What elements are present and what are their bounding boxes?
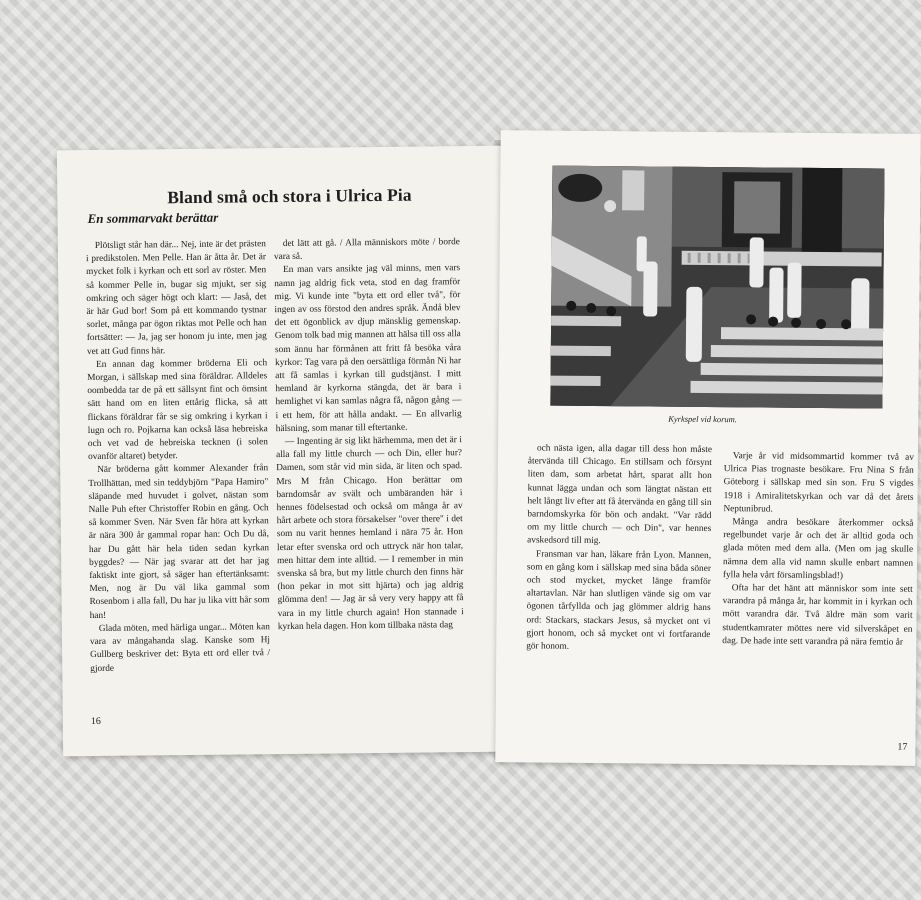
paragraph: En annan dag kommer bröderna Eli och Morgan, i sällskap med sina föräldrar. Alldeles oombedda tar de på ett sällsynt fint och ömsint sätt hand om en liten ettårig flicka, så att flickans föräldrar får se sig omkring i kyrkan i lugn och ro. Pojkarna kan också läsa hebreiska och vet vad de hebreiska tecknen (i solen ovanför altaret) betyder. bbox=[87, 358, 268, 463]
right-page bbox=[495, 130, 920, 766]
left-page bbox=[57, 146, 511, 757]
church-interior-illustration bbox=[550, 166, 884, 409]
right-page-column-2 bbox=[722, 450, 914, 712]
paragraph: Glada möten, med härliga ungar... Möten kan vara av mångahanda slag. Kanske som Hj Gullberg beskriver det: Byta ett ord eller två / gjorde bbox=[89, 622, 271, 674]
page-number: 16 bbox=[90, 715, 101, 728]
paragraph: Många andra besökare återkommer också regelbundet varje år och det är alltid goda och glada möten med dem alla. (Men om jag skulle nämna dem alla vid namn skulle enbart namnen fylla hela vårt församlingsblad!) bbox=[722, 517, 914, 582]
left-page-column-1 bbox=[86, 238, 271, 708]
right-page-column-1 bbox=[526, 442, 712, 712]
paragraph: Varje år vid midsommartid kommer två av Ulrica Pias trognaste besökare. Fru Nina S från Göteborg i sällskap med sin son. Fru S vigdes 1918 i Amiralitetskyrkan och var då det årets Neptunibrud. bbox=[723, 451, 914, 515]
paragraph: När bröderna gått kommer Alexander från Trollhättan, med sin teddybjörn "Papa Hamiro" släpande med huvudet i golvet, nästan som Nalle Puh efter Christoffer Robin en gång. Och så kommer Sven. När Sven får höra att kyrkan är nära 300 år gammal ropar han: Och Du då, har Du gått här hela tiden sedan kyrkan byggdes? — När jag svarar att det har jag faktiskt inte gjort, så säger han eftertänksamt: Men, nog är Du väl lika gammal som Rosenbom i alla fall, Du har ju lika vitt hår som han! bbox=[88, 463, 270, 621]
article-title: Bland små och stora i Ulrica Pia bbox=[167, 184, 412, 208]
church-interior-photo bbox=[550, 166, 884, 409]
paragraph: Fransman var han, läkare från Lyon. Mannen, som en gång kom i sällskap med sina båda söner och stod mycket, mycket länge framför altartavlan. När han slutligen vände sig om var ögonen tårfyllda och jag glömmer aldrig hans ord: Stackars, stackars Jesus, så mycket ont vi gjort honom, och så mycket ont vi fortfarande gör honom. bbox=[526, 549, 712, 652]
paragraph: Ofta har det hänt att människor som inte sett varandra på många år, har kommit in i kyrkan och mött varandra där. Två äldre män som varit studentkamrater möttes nere vid silverskåpet en dag. De hade inte sett varandra på nära femtio år bbox=[722, 583, 913, 648]
paragraph: det lätt att gå. / Alla människors möte / borde vara så. bbox=[273, 237, 460, 263]
article-subtitle: En sommarvakt berättar bbox=[87, 209, 219, 227]
paragraph: och nästa igen, alla dagar till dess hon måste återvända till Chicago. En stillsam och försynt liten dam, som arbetat hårt, sparat allt hon kunnat lägga undan och som längtat nästan ett helt långt liv efter att få återvända en gång till sin barndomskyrka för bön och andakt. "Var rädd om my little church — och Din", var hennes avskedsord till mig. bbox=[527, 443, 713, 547]
photo-caption: Kyrkspel vid korum. bbox=[668, 413, 737, 425]
paragraph: — Ingenting är sig likt härhemma, men det är i alla fall my little church — och Din, eller hur? Damen, som står vid min sida, är liten och spad. Mrs M från Chicago. Hon berättar om barndomsår av svält och umbäranden här i hennes födelsestad och också om många år av hårt arbete och stora försakelser "over there" i det som nu varit hennes hemland i nära 75 år. Hon letar efter svenska ord och uttryck när hon talar, men hittar dem inte alltid. — I remember in min svenska så bra, but my little church den finns här (hon pekar in mot sitt hjärta) och jag aldrig glömma den! — Jag är så very very happy att få vara in my little church again! Hon stannade i kyrkan hela dagen. Hon kom tillbaka nästa dag bbox=[275, 435, 464, 632]
page-number: 17 bbox=[897, 741, 908, 753]
paragraph: En man vars ansikte jag väl minns, men vars namn jag aldrig fick veta, stod en dag framför mig. Vi kunde inte "byta ett ord eller två", för ingen av oss förstod den andres språk. Ändå blev det ett ögonblick av djup mänsklig gemenskap. Genom tolk bad mig mannen att hälsa till oss alla som ännu har förmånen att fritt få besöka våra kyrkor: Tag vara på den oersättliga förmån Ni har att få samlas i kyrkan till gudstjänst. I mitt hemland är kyrkorna stängda, det är bara i hemlighet vi kan samlas några få, någon gång — i ett hem, för att hålla andakt. — En allvarlig hälsning, som manar till eftertanke. bbox=[274, 263, 462, 434]
paragraph: Plötsligt står han där... Nej, inte är det prästen i predikstolen. Men Pelle. Han är åtta år. Det är mycket folk i kyrkan och ett sorl av röster. Men så kommer Pelle in, bugar sig mjukt, ser sig omkring och säger högt och klart: — Jaså, det är här Gud bor! Som på ett kommando tystnar sorlet, många par ögon riktas mot Pelle och han fortsätter: — Ja, jag ser honom ju inte, men jag vet att Gud finns här. bbox=[85, 239, 267, 357]
left-page-column-2 bbox=[274, 236, 465, 720]
